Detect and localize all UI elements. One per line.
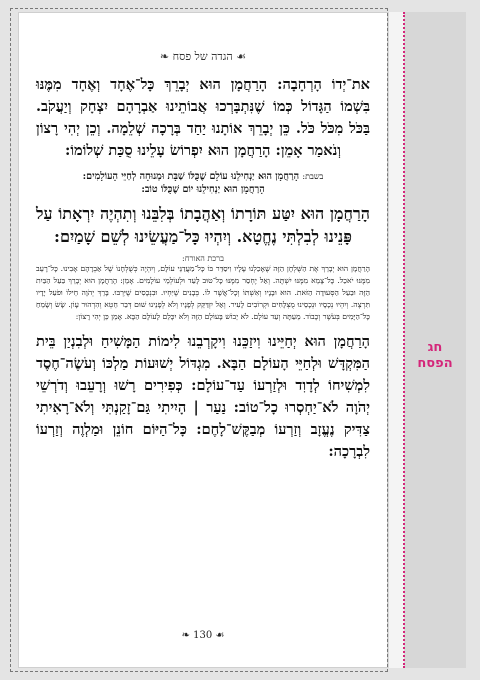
guest-title: ברכת האורח:: [182, 254, 224, 263]
main-text: [36, 74, 370, 463]
holiday-tab-line1: חג: [427, 340, 443, 355]
holiday-tab[interactable]: [410, 340, 460, 372]
ornament-icon: ☙: [236, 50, 247, 63]
ornament-icon: ❧: [181, 630, 190, 641]
mashiach-paragraph: הָרַחֲמָן הוּא יְחַיֵּינוּ וִיזַכֵּנוּ וִיקָרְבֵנוּ לִימוֹת הַמָּשִׁיחַ וּלְבִנְיַן בֵּית הַמִּקְדָּשׁ וּלְחַיֵּי הָעוֹלָם הַבָּא. מִגְדּוֹל יְשׁוּעוֹת מַלְכּוֹ וְעֹשֶׂה־חֶסֶד לִמְשִׁיחוֹ לְדָוִד וּלְזַרְעוֹ עַד־עוֹלָם: כְּפִירִים רָשׁוּ וְרָעֵבוּ וְדֹרְשֵׁי יְהֹוָה לֹא־יַחְסְרוּ כָל־טוֹב: נַעַר | הָיִיתִי גַּם־זָקַנְתִּי וְלֹא־רָאִיתִי צַדִּיק נֶעֱזָב וְזַרְעוֹ מְבַקֶּשׁ־לָחֶם: כָּל־הַיּוֹם חוֹנֵן וּמַלְוֶה וְזַרְעוֹ לִבְרָכָה:: [36, 333, 370, 460]
ornament-icon: ❧: [159, 50, 170, 63]
page-footer: [36, 630, 370, 641]
running-header: [36, 50, 370, 63]
dotted-divider: [403, 12, 405, 668]
holiday-tab-line2: הפסח: [417, 356, 453, 371]
shabbat-label: בשבת:: [302, 172, 324, 181]
grace-paragraph: את־יְדוֹ הָרְחָבָה: הָרַחֲמָן הוּא יְבָרֵךְ כָּל־אֶחָד וְאֶחָד מִמֶּנּוּ בִּשְׁמוֹ הַגָּדוֹל כְּמוֹ שֶׁנִּתְבָּרְכוּ אֲבוֹתֵינוּ אַבְרָהָם יִצְחָק וְיַעֲקֹב. בַּכֹּל מִכֹּל כֹּל. כֵּן יְבָרֵךְ אוֹתָנוּ יַחַד בְּרָכָה שְׁלֵמָה. וְכֵן יְהִי רָצוֹן וְנֹאמַר אָמֵן: הָרַחֲמָן הוּא יִפְרוֹשׂ עָלֵינוּ סֻכַּת שְׁלוֹמוֹ:: [36, 76, 370, 159]
guest-blessing: הָרַחֲמָן הוּא יְבָרֵךְ אֶת הַשֻּׁלְחָן הַזֶּה שֶׁאָכַלְנוּ עָלָיו וִיסַדֵּר בּוֹ כָּל־מַעֲדַנֵּי עוֹלָם, וְיִהְיֶה כְּשֻׁלְחָנוֹ שֶׁל אַבְרָהָם אָבִינוּ. כָּל־רָעֵב מִמֶּנּוּ יֹאכַל. כָּל־צָמֵא מִמֶּנּוּ יִשְׁתֶּה. וְאַל יֶחְסַר מִמֶּנּוּ כָּל־טוּב לָעַד וּלְעוֹלְמֵי עוֹלָמִים. אָמֵן: הָרַחֲמָן הוּא יְבָרֵךְ בַּעַל הַבַּיִת הַזֶּה וּבַעַל הַסְּעוּדָה הַזֹּאת. הוּא וּבָנָיו וְאִשְׁתּוֹ וְכָל־אֲשֶׁר לוֹ. בְּבָנִים שֶׁיִּחְיוּ. וּבִנְכָסִים שֶׁיִּרְבּוּ. בָּרֵךְ יְהֹוָה חֵילוֹ וּפֹעַל יָדָיו תִּרְצֶה. וְיִהְיוּ נְכָסָיו וּנְכָסֵינוּ מֻצְלָחִים וּקְרוֹבִים לָעִיר. וְאַל יִזְדַּקֵּק לְפָנָיו וְלֹא לְפָנֵינוּ שׁוּם דְּבַר חֵטְא וְהִרְהוּר עָוֹן. שָׂשׂ וְשָׂמֵחַ כָּל־הַיָּמִים בְּעֹשֶׁר וְכָבוֹד. מֵעַתָּה וְעַד עוֹלָם. לֹא יֵבוֹשׁ בָּעוֹלָם הַזֶּה וְלֹא יִכָּלֵם לָעוֹלָם הַבָּא. אָמֵן כֵּן יְהִי רָצוֹן:: [36, 264, 370, 321]
torah-paragraph: הָרַחֲמָן הוּא יִטַּע תּוֹרָתוֹ וְאַהֲבָתוֹ בְּלִבֵּנוּ וְתִהְיֶה יִרְאָתוֹ עַל פָּנֵינוּ לְבִלְתִּי נֶחֱטָא. וְיִהְיוּ כָּל־מַעֲשֵׂינוּ לְשֵׁם שָׁמַיִם:: [36, 204, 370, 246]
yomtov-line: הָרַחֲמָן הוּא יַנְחִילֵנוּ יוֹם שֶׁכֻּלּוֹ טוֹב:: [141, 184, 265, 195]
header-title: הגדה של פסח: [172, 50, 233, 63]
page-number: 130: [193, 630, 213, 641]
ornament-icon: ☙: [215, 630, 225, 641]
shabbat-line: [36, 170, 370, 183]
shabbat-text: הָרַחֲמָן הוּא יַנְחִילֵנוּ עוֹלָם שֶׁכֻּלּוֹ שַׁבָּת וּמְנוּחָה לְחַיֵּי הָעוֹלָמִים:: [82, 171, 300, 182]
